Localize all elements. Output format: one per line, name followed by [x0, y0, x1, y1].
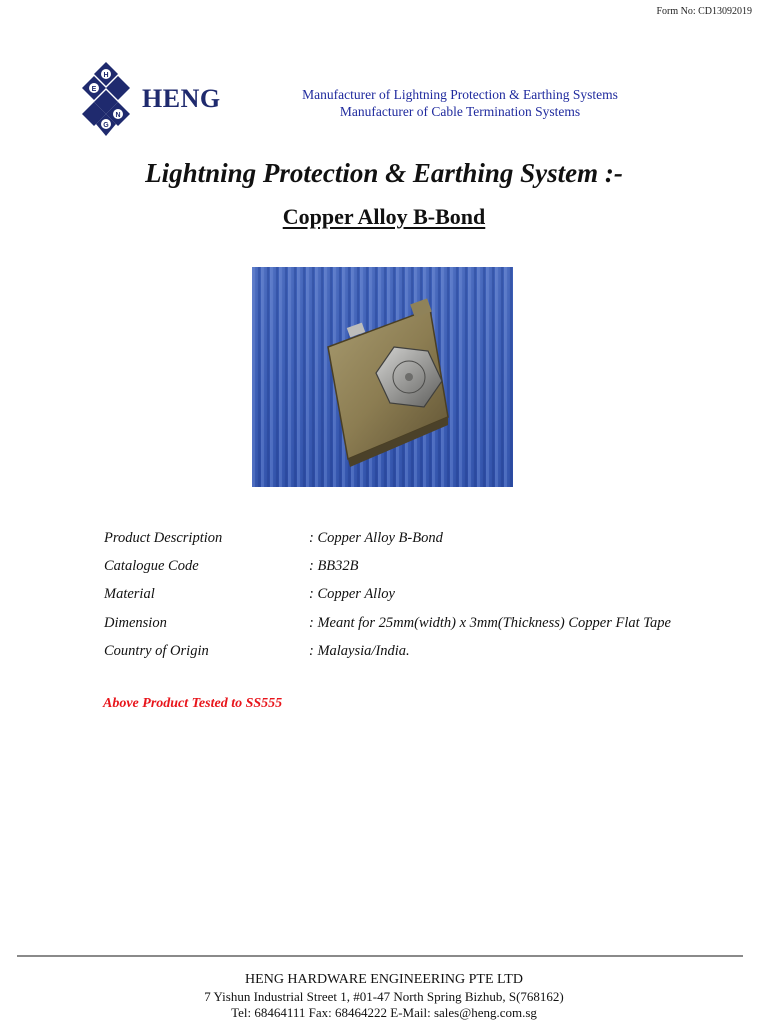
logo-letter-g: G: [103, 122, 109, 129]
tagline-line-1: Manufacturer of Lightning Protection & Earthing Systems: [302, 87, 618, 102]
company-logo: [82, 62, 232, 136]
company-tagline: [250, 86, 670, 120]
spec-value: : BB32B: [309, 558, 359, 575]
heng-logo-mark-icon: [82, 62, 130, 136]
product-photo: [252, 267, 513, 487]
spec-value: : Meant for 25mm(width) x 3mm(Thickness) Copper Flat Tape: [309, 614, 671, 631]
logo-letter-e: E: [91, 86, 97, 93]
product-heading-text: Copper Alloy B-Bond: [282, 204, 486, 229]
logo-letter-n: N: [115, 112, 121, 119]
spec-row: [104, 552, 744, 580]
footer: [0, 971, 768, 1021]
tagline-line-2: Manufacturer of Cable Termination Systems: [339, 104, 581, 119]
footer-address: 7 Yishun Industrial Street 1, #01-47 North Spring Bizhub, S(768162): [204, 989, 564, 1004]
logo-wordmark: HENG: [142, 84, 221, 113]
spec-label: Material: [104, 586, 155, 603]
spec-value: : Copper Alloy B-Bond: [309, 529, 443, 546]
spec-value: : Copper Alloy: [309, 586, 395, 603]
footer-divider: [17, 955, 743, 957]
spec-row: [104, 524, 744, 552]
product-heading: [0, 204, 768, 230]
spec-label: Country of Origin: [104, 643, 209, 660]
spec-row: [104, 609, 744, 637]
spec-label: Product Description: [104, 529, 223, 546]
footer-contact: Tel: 68464111 Fax: 68464222 E-Mail: sales@heng.com.sg: [231, 1005, 537, 1020]
logo-letter-h: H: [103, 72, 109, 79]
tested-note: Above Product Tested to SS555: [103, 696, 283, 711]
spec-row: [104, 638, 744, 666]
footer-company: HENG HARDWARE ENGINEERING PTE LTD: [245, 972, 523, 987]
form-number: Form No: CD13092019: [656, 6, 752, 17]
product-specs: [104, 524, 744, 666]
page-title: Lightning Protection & Earthing System :-: [145, 158, 623, 188]
spec-value: : Malaysia/India.: [309, 643, 410, 660]
spec-row: [104, 581, 744, 609]
spec-label: Catalogue Code: [104, 558, 199, 575]
spec-label: Dimension: [104, 614, 167, 631]
